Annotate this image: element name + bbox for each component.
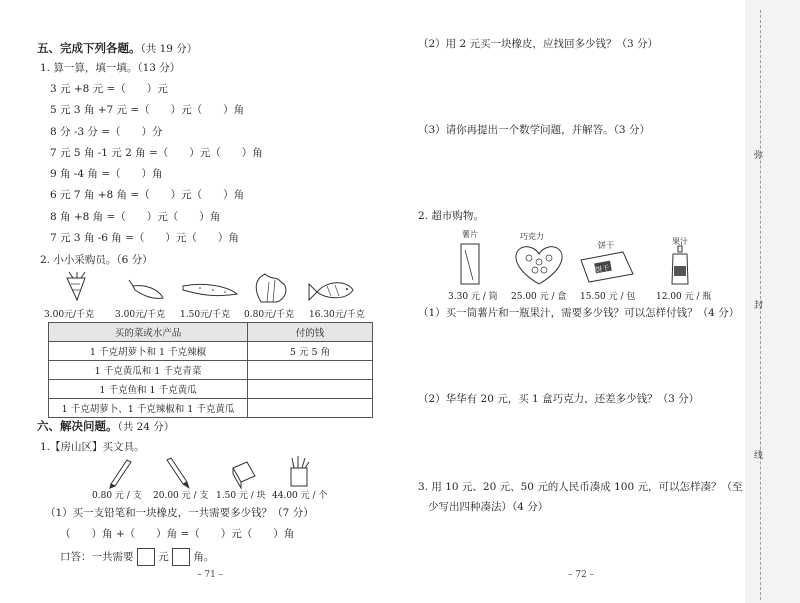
calc-line: 7 元 3 角 -6 角 =（ ）元（ ）角	[50, 232, 239, 244]
price-carrot: 3.00元/千克	[44, 310, 95, 320]
page-number-right: – 72 –	[568, 570, 595, 580]
table-cell: 1 千克胡萝卜和 1 千克辣椒	[49, 342, 248, 361]
calc-line: 7 元 5 角 -1 元 2 角 =（ ）元（ ）角	[50, 147, 263, 159]
answer-unit-yuan: 元	[158, 551, 169, 563]
q3-right-line1: 3. 用 10 元、20 元、50 元的人民币凑成 100 元，可以怎样凑？（至	[418, 481, 743, 493]
answer-unit-jiao: 角。	[193, 551, 215, 563]
calc-line: 8 分 -3 分 =（ ）分	[50, 126, 163, 138]
answer-cell[interactable]	[248, 361, 373, 380]
answer-prefix: 口答：一共需要	[60, 551, 134, 563]
q3-sub1: （1）买一支铅笔和一块橡皮，一共需要多少钱？（7 分）	[45, 507, 314, 519]
table-row	[49, 342, 373, 361]
table-cell: 1 千克黄瓜和 1 千克青菜	[49, 361, 248, 380]
calc-line: 9 角 -4 角 =（ ）角	[50, 168, 163, 180]
table-row	[49, 361, 373, 380]
table-header: 买的菜或水产品	[49, 323, 248, 342]
table-cell: 1 千克胡萝卜、1 千克辣椒和 1 千克黄瓜	[49, 399, 248, 418]
q1-heading: 1. 算一算，填一填。（13 分）	[40, 62, 181, 74]
answer-cell[interactable]	[248, 399, 373, 418]
price-pencil: 0.80 元 / 支	[92, 491, 142, 501]
seal-char-feng: 封	[754, 301, 764, 311]
label-biscuit: 饼干	[598, 241, 614, 250]
pencil-holder-icon	[291, 456, 309, 486]
q1-sub3: （3）请你再提出一个数学问题，并解答。（3 分）	[418, 124, 650, 136]
q2-sub2: （2）华华有 20 元，买 1 盒巧克力，还差多少钱？（3 分）	[418, 393, 700, 405]
price-juice: 12.00 元 / 瓶	[656, 292, 712, 302]
q1-sub2: （2）用 2 元买一块橡皮，应找回多少钱？（3 分）	[418, 38, 659, 50]
section-five-title: 五、完成下列各题。	[37, 41, 141, 55]
section-five	[37, 40, 197, 56]
q3-heading-text: 买文具。	[102, 441, 145, 453]
bok-choy-icon	[256, 274, 286, 302]
price-biscuit: 15.50 元 / 包	[580, 292, 636, 302]
chips-can-icon	[461, 244, 479, 284]
table-header-row	[49, 323, 373, 342]
price-pen: 20.00 元 / 支	[153, 491, 209, 501]
q2-heading: 2. 小小采购员。（6 分）	[40, 254, 153, 266]
calc-line: 8 角 +8 角 =（ ）元（ ）角	[50, 211, 221, 223]
q3-right-line2: 少写出四种凑法）（4 分）	[428, 501, 549, 513]
table-cell: 1 千克鱼和 1 千克黄瓜	[49, 380, 248, 399]
fish-icon	[309, 283, 353, 300]
pepper-icon	[129, 280, 163, 298]
table-row	[49, 399, 373, 418]
q3-heading	[40, 439, 145, 454]
q3-heading-tag: 1.【房山区】	[40, 441, 103, 453]
juice-bottle-icon	[672, 246, 688, 284]
purchase-table	[48, 322, 373, 418]
carrot-icon	[67, 272, 85, 300]
biscuit-pack-icon	[581, 252, 633, 282]
price-bok-choy: 0.80元/千克	[244, 310, 295, 320]
answer-cell[interactable]	[248, 380, 373, 399]
q2-sub1: （1）买一筒薯片和一瓶果汁，需要多少钱？可以怎样付钱？（4 分）	[418, 307, 740, 319]
vegetable-illustrations	[55, 272, 375, 306]
section-six	[37, 418, 174, 434]
table-cell: 5 元 5 角	[248, 342, 373, 361]
page-number-left: – 71 –	[197, 570, 224, 580]
table-header: 付的钱	[248, 323, 373, 342]
seal-char-xian: 线	[754, 451, 764, 461]
q3-calc-line: （ ）角 +（ ）角 =（ ）元（ ）角	[60, 528, 295, 540]
answer-box-jiao[interactable]	[172, 548, 190, 566]
label-juice: 果汁	[672, 237, 688, 246]
section-six-points: （共 24 分）	[117, 421, 175, 433]
chocolate-box-icon	[516, 247, 562, 284]
label-chips: 薯片	[462, 230, 478, 239]
table-row	[49, 380, 373, 399]
stationery-illustrations	[105, 458, 345, 486]
supermarket-heading: 2. 超市购物。	[418, 210, 484, 222]
price-pencil-holder: 44.00 元 / 个	[272, 491, 328, 501]
price-fish: 16.30元/千克	[309, 310, 365, 320]
calc-line: 5 元 3 角 +7 元 =（ ）元（ ）角	[50, 104, 245, 116]
section-five-points: （共 19 分）	[140, 43, 198, 55]
cucumber-icon	[183, 284, 237, 295]
supermarket-illustrations	[455, 240, 705, 286]
q3-answer	[60, 548, 214, 566]
price-pepper: 3.00元/千克	[115, 310, 166, 320]
price-cucumber: 1.50元/千克	[180, 310, 231, 320]
calc-line: 3 元 +8 元 =（ ）元	[50, 83, 168, 95]
answer-box-yuan[interactable]	[137, 548, 155, 566]
pen-icon	[167, 458, 189, 488]
label-chocolate: 巧克力	[520, 232, 544, 241]
pencil-icon	[110, 460, 131, 488]
seal-char-mi: 弥	[754, 151, 764, 161]
price-eraser: 1.50 元 / 块	[216, 491, 266, 501]
eraser-icon	[233, 462, 255, 488]
biscuit-pack-text: 饼干	[594, 263, 610, 275]
calc-line: 6 元 7 角 +8 角 =（ ）元（ ）角	[50, 189, 245, 201]
section-six-title: 六、解决问题。	[37, 419, 118, 433]
price-chips: 3.30 元 / 筒	[448, 292, 498, 302]
price-chocolate: 25.00 元 / 盒	[511, 292, 567, 302]
